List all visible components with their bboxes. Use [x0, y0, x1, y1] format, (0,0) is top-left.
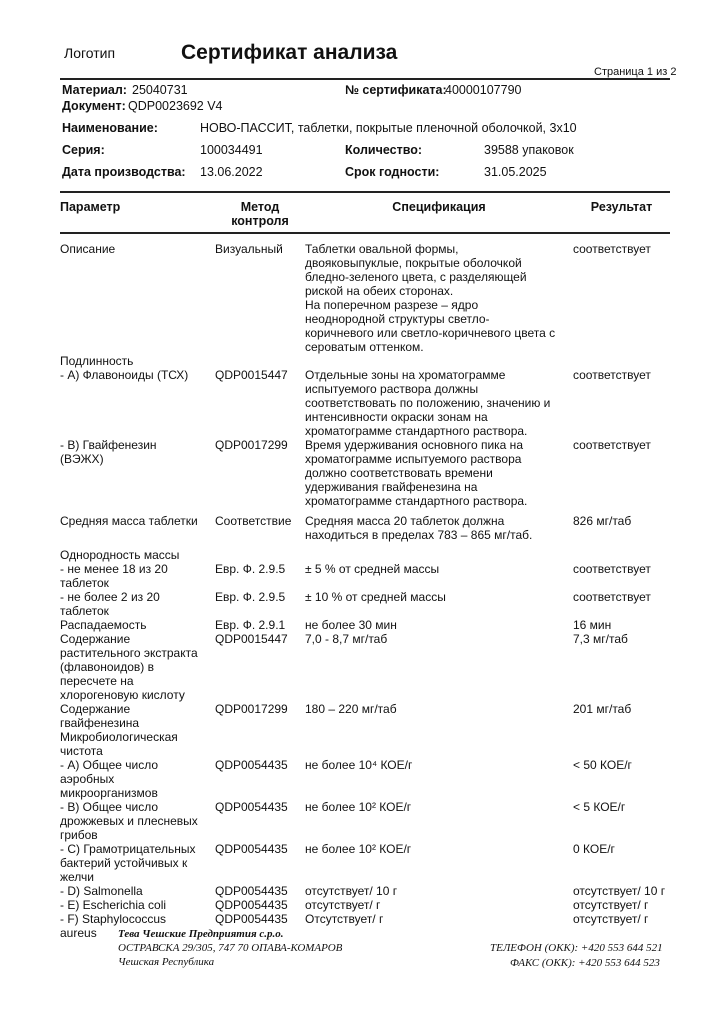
table-row	[60, 730, 670, 758]
analysis-table	[60, 200, 670, 940]
production-date-value: 13.06.2022	[200, 165, 263, 179]
cell-result: соответствует	[573, 368, 651, 382]
cell-specification	[305, 354, 573, 368]
cell-parameter: Содержание гвайфенезина	[60, 702, 140, 730]
cell-method: Визуальный	[215, 242, 283, 256]
cell-parameter: Распадаемость	[60, 618, 147, 632]
page-number: Страница 1 из 2	[594, 66, 677, 78]
cell-method: QDP0054435	[215, 912, 288, 926]
cell-specification	[305, 542, 573, 562]
cell-parameter: Микробиологическая чистота	[60, 730, 178, 758]
expiry-date-value: 31.05.2025	[484, 165, 547, 179]
footer-address: ОСТРАВСКА 29/305, 747 70 ОПАВА-КОМАРОВ	[118, 942, 343, 954]
cell-method: QDP0054435	[215, 758, 288, 772]
cell-result: соответствует	[573, 242, 651, 256]
cell-result: 16 мин	[573, 618, 612, 632]
column-header-result: Результат	[590, 200, 653, 214]
table-row	[60, 508, 670, 542]
table-row	[60, 438, 670, 508]
cell-specification: не более 10⁴ КОЕ/г	[305, 758, 413, 772]
table-row	[60, 702, 670, 730]
quantity-value: 39588 упаковок	[484, 143, 574, 157]
table-row	[60, 758, 670, 800]
cell-specification: Отсутствует/ г	[305, 912, 384, 926]
cell-parameter: - С) Грамотрицательных бактерий устойчивых к желчи	[60, 842, 196, 884]
table-body	[60, 242, 670, 940]
cell-result	[573, 542, 670, 562]
cell-method: QDP0015447	[215, 632, 288, 646]
cell-result: < 50 КОЕ/г	[573, 758, 632, 772]
cell-method: QDP0054435	[215, 898, 288, 912]
cell-result: 0 КОЕ/г	[573, 842, 615, 856]
cell-specification: 7,0 - 8,7 мг/таб	[305, 632, 388, 646]
cell-method	[215, 542, 305, 562]
cell-result: 201 мг/таб	[573, 702, 632, 716]
cell-method: Евр. Ф. 2.9.5	[215, 590, 286, 604]
document-value: QDP0023692 V4	[128, 99, 223, 113]
cell-method: QDP0054435	[215, 842, 288, 856]
cell-method	[215, 354, 305, 368]
cell-specification: Время удерживания основного пика на хроматограмме испытуемого раствора должно соответствовать времени удерживания гвайфенезина на хроматограмме стандартного раствора.	[305, 438, 528, 508]
production-date-label: Дата производства:	[62, 165, 186, 179]
cell-method: QDP0054435	[215, 800, 288, 814]
cell-specification: ± 5 % от средней массы	[305, 562, 440, 576]
table-row	[60, 354, 670, 368]
table-row	[60, 562, 670, 590]
cell-method: Евр. Ф. 2.9.5	[215, 562, 286, 576]
cell-specification: Таблетки овальной формы, двояковыпуклые, покрытые оболочкой бледно-зеленого цвета, с разделяющей риской на обеих сторонах. На поперечном разрезе – ядро неоднородной структуры светло- коричневого или светло-коричневого цвета с сероватым оттенком.	[305, 242, 556, 354]
cell-parameter: Средняя масса таблетки	[60, 514, 198, 528]
cell-result: соответствует	[573, 438, 651, 452]
cell-specification: не более 10² КОЕ/г	[305, 800, 412, 814]
info-divider	[60, 191, 670, 193]
cell-specification: не более 10² КОЕ/г	[305, 842, 412, 856]
cell-specification: 180 – 220 мг/таб	[305, 702, 397, 716]
cell-parameter: - А) Флавоноиды (ТСХ)	[60, 368, 189, 382]
table-row	[60, 542, 670, 562]
cell-method: QDP0054435	[215, 884, 288, 898]
material-label: Материал:	[62, 83, 127, 97]
table-row	[60, 898, 670, 912]
cell-specification: ± 10 % от средней массы	[305, 590, 446, 604]
cell-parameter: - В) Общее число дрожжевых и плесневых грибов	[60, 800, 198, 842]
cell-method: QDP0017299	[215, 702, 288, 716]
cell-method: Соответствие	[215, 514, 292, 528]
material-value: 25040731	[132, 83, 188, 97]
cell-result: отсутствует/ г	[573, 912, 649, 926]
column-header-method: Метод контроля	[231, 200, 289, 228]
table-row	[60, 368, 670, 438]
expiry-date-label: Срок годности:	[345, 165, 440, 179]
table-row	[60, 800, 670, 842]
cell-parameter: - В) Гвайфенезин (ВЭЖХ)	[60, 438, 157, 466]
cell-result: соответствует	[573, 590, 651, 604]
table-row	[60, 242, 670, 354]
name-label: Наименование:	[62, 121, 158, 135]
cell-result: отсутствует/ г	[573, 898, 649, 912]
cell-parameter: - не менее 18 из 20 таблеток	[60, 562, 168, 590]
cell-specification: не более 30 мин	[305, 618, 397, 632]
cell-specification	[305, 730, 573, 758]
cell-parameter: Описание	[60, 242, 116, 256]
series-value: 100034491	[200, 143, 263, 157]
cell-specification: отсутствует/ 10 г	[305, 884, 398, 898]
table-row	[60, 842, 670, 884]
footer-company: Тева Чешские Предприятия с.р.о.	[118, 928, 284, 940]
cell-result: 826 мг/таб	[573, 514, 632, 528]
cell-specification: отсутствует/ г	[305, 898, 381, 912]
name-value: НОВО-ПАССИТ, таблетки, покрытые пленочной оболочкой, 3x10	[200, 121, 577, 135]
footer-fax: ФАКС (ОКК): +420 553 644 523	[510, 957, 660, 969]
cell-parameter: Однородность массы	[60, 548, 180, 562]
column-header-parameter: Параметр	[60, 200, 121, 214]
table-row	[60, 884, 670, 898]
table-header-row	[60, 200, 670, 232]
document-label: Документ:	[62, 99, 126, 113]
cell-specification: Средняя масса 20 таблеток должна находиться в пределах 783 – 865 мг/таб.	[305, 514, 533, 542]
cell-method: Евр. Ф. 2.9.1	[215, 618, 286, 632]
cell-result	[573, 730, 670, 758]
cell-parameter: - не более 2 из 20 таблеток	[60, 590, 160, 618]
header-divider	[60, 78, 670, 80]
quantity-label: Количество:	[345, 143, 423, 157]
cell-result	[573, 354, 670, 368]
cell-parameter: - F) Staphylococcus aureus	[60, 912, 167, 940]
cell-specification: Отдельные зоны на хроматограмме испытуемого раствора должны соответствовать по положению, значению и интенсивности окраски зонам на хроматограмме стандартного раствора.	[305, 368, 551, 438]
footer-phone: ТЕЛЕФОН (ОКК): +420 553 644 521	[490, 942, 663, 954]
table-row	[60, 590, 670, 618]
cell-parameter: - А) Общее число аэробных микроорганизмов	[60, 758, 159, 800]
cell-result: < 5 КОЕ/г	[573, 800, 626, 814]
cell-method: QDP0017299	[215, 438, 288, 452]
cell-parameter: - E) Escherichia coli	[60, 898, 167, 912]
cell-method	[215, 730, 305, 758]
table-row	[60, 618, 670, 632]
page-title: Сертификат анализа	[181, 41, 398, 64]
cell-result: отсутствует/ 10 г	[573, 884, 666, 898]
certificate-label: № сертификата:	[345, 83, 447, 97]
series-label: Серия:	[62, 143, 105, 157]
cell-result: соответствует	[573, 562, 651, 576]
table-row	[60, 632, 670, 702]
certificate-value: 40000107790	[445, 83, 522, 97]
cell-parameter: Подлинность	[60, 354, 134, 368]
column-header-specification: Спецификация	[392, 200, 486, 214]
logo-placeholder: Логотип	[64, 45, 116, 61]
table-header-divider	[60, 232, 670, 234]
footer-country: Чешская Республика	[118, 956, 215, 968]
cell-parameter: Содержание растительного экстракта (флавоноидов) в пересчете на хлорогеновую кислоту	[60, 632, 198, 702]
cell-method: QDP0015447	[215, 368, 288, 382]
cell-parameter: - D) Salmonella	[60, 884, 143, 898]
cell-result: 7,3 мг/таб	[573, 632, 628, 646]
